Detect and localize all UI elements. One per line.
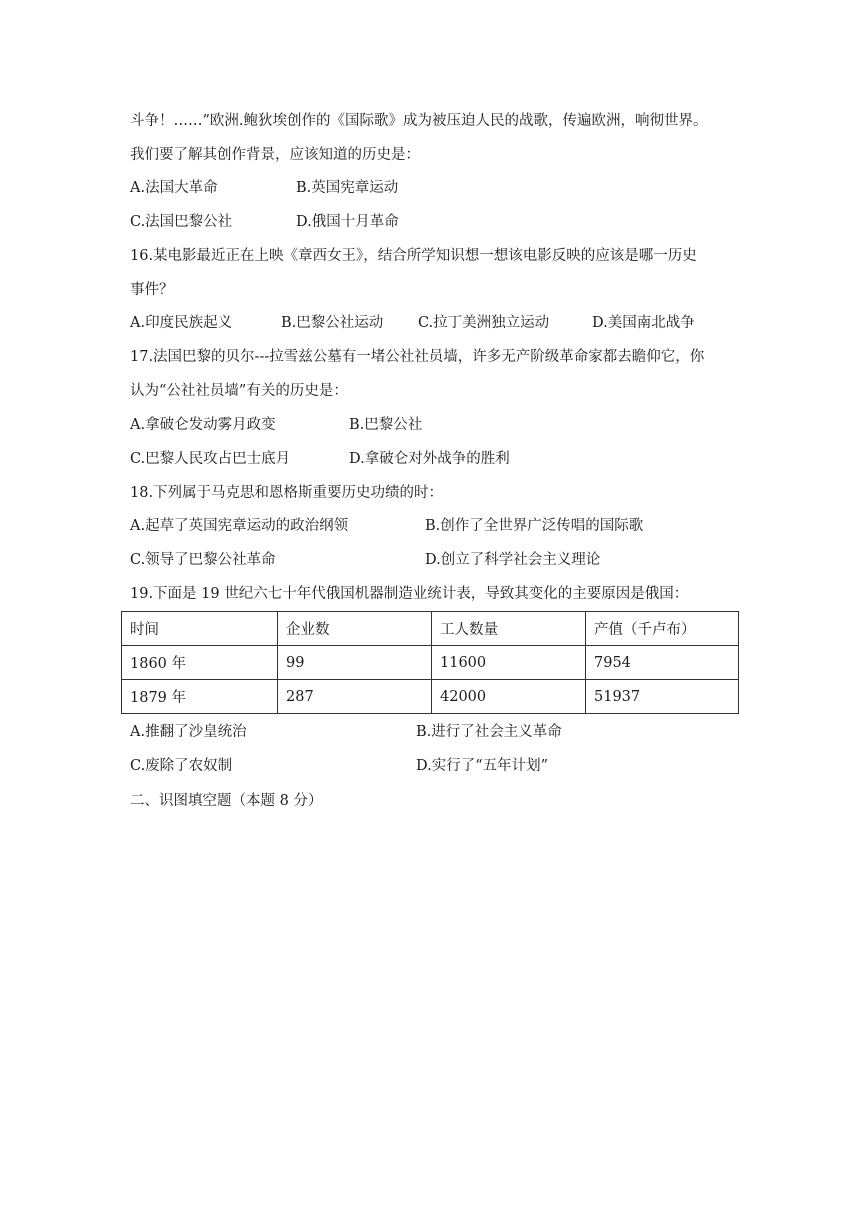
table-cell: 51937 (586, 680, 739, 714)
q18-stem: 18.下列属于马克思和恩格斯重要历史功绩的时： (130, 485, 444, 501)
q19-stem: 19.下面是 19 世纪六七十年代俄国机器制造业统计表，导致其变化的主要原因是俄国： (130, 586, 689, 602)
q15-stem-line2: 我们要了解其创作背景，应该知道的历史是： (130, 147, 420, 163)
q18-option-a: A.起草了英国宪章运动的政治纲领 (130, 518, 349, 534)
q16-option-c: C.拉丁美洲独立运动 (418, 315, 550, 331)
header-cell: 产值（千卢布） (586, 612, 739, 646)
table-cell: 42000 (432, 680, 586, 714)
q15-option-b: B.英国宪章运动 (296, 180, 399, 196)
q19-option-b: B.进行了社会主义革命 (416, 724, 562, 740)
q15-option-a: A.法国大革命 (130, 180, 218, 196)
q19-option-c: C.废除了农奴制 (130, 758, 233, 774)
q16-option-b: B.巴黎公社运动 (281, 315, 384, 331)
q16-stem-line2: 事件？ (130, 282, 174, 298)
header-cell: 工人数量 (432, 612, 586, 646)
q17-option-c: C.巴黎人民攻占巴士底月 (130, 451, 291, 467)
q18-option-d: D.创立了科学社会主义理论 (425, 552, 601, 568)
q16-stem-line1: 16.某电影最近正在上映《章西女王》，结合所学知识想一想该电影反映的应该是哪一历史 (130, 248, 697, 264)
q15-stem-line1: 斗争！……”欧洲.鲍狄埃创作的《国际歌》成为被压迫人民的战歌，传遍欧洲，响彻世界。 (130, 113, 708, 129)
q17-option-a: A.拿破仑发动雾月政变 (130, 417, 276, 433)
table-row (122, 680, 739, 714)
q15-option-d: D.俄国十月革命 (296, 214, 399, 230)
table-cell: 1860 年 (122, 646, 278, 680)
q16-option-d: D.美国南北战争 (592, 315, 695, 331)
section-2-heading: 二、识图填空题（本题 8 分） (130, 793, 323, 809)
table-cell: 99 (278, 646, 432, 680)
table-cell: 11600 (432, 646, 586, 680)
q17-stem-line2: 认为“公社社员墙”有关的历史是： (130, 383, 348, 399)
q17-option-d: D.拿破仑对外战争的胜利 (349, 451, 510, 467)
table-cell: 287 (278, 680, 432, 714)
q16-option-a: A.印度民族起义 (130, 315, 233, 331)
table-cell: 1879 年 (122, 680, 278, 714)
q15-option-c: C.法国巴黎公社 (130, 214, 233, 230)
q17-option-b: B.巴黎公社 (349, 417, 423, 433)
q18-option-c: C.领导了巴黎公社革命 (130, 552, 276, 568)
machinery-statistics-table (121, 611, 739, 714)
q19-option-d: D.实行了“五年计划” (416, 758, 549, 774)
table-cell: 7954 (586, 646, 739, 680)
header-cell: 时间 (122, 612, 278, 646)
table-row (122, 646, 739, 680)
q17-stem-line1: 17.法国巴黎的贝尔---拉雪兹公墓有一堵公社社员墙，许多无产阶级革命家都去瞻仰它，你 (130, 349, 705, 365)
header-cell: 企业数 (278, 612, 432, 646)
q19-option-a: A.推翻了沙皇统治 (130, 724, 247, 740)
table-header-row (122, 612, 739, 646)
q18-option-b: B.创作了全世界广泛传唱的国际歌 (425, 518, 644, 534)
